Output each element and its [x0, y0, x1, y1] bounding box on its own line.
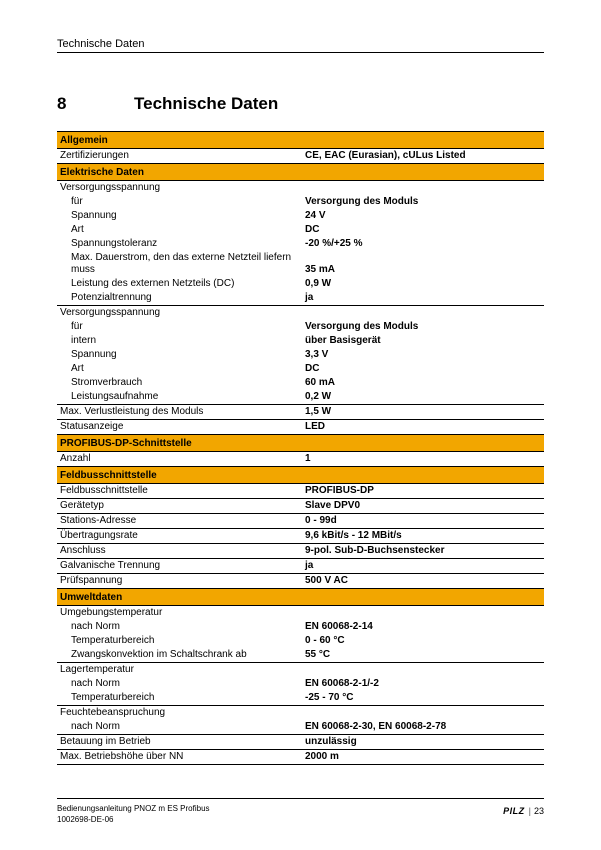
row-label: Art	[71, 224, 84, 235]
table-row	[57, 720, 544, 735]
section-value	[299, 164, 544, 181]
table-section-header	[57, 132, 544, 149]
row-label: Versorgungsspannung	[57, 306, 299, 321]
footer-doc-info	[57, 803, 210, 825]
row-value: Versorgung des Moduls	[305, 321, 419, 332]
table-row	[57, 223, 544, 237]
header-divider	[57, 52, 544, 53]
row-label: Galvanische Trennung	[57, 559, 299, 574]
row-value: 2000 m	[299, 750, 544, 765]
table-row	[57, 291, 544, 306]
row-value: 1,5 W	[299, 405, 544, 420]
row-label: Zwangskonvektion im Schaltschrank ab	[71, 649, 247, 660]
section-label: PROFIBUS-DP-Schnittstelle	[57, 435, 299, 452]
table-row	[57, 544, 544, 559]
row-label: Spannung	[71, 349, 117, 360]
table-row	[57, 706, 544, 721]
table-row	[57, 663, 544, 678]
row-label: Spannungstoleranz	[71, 238, 158, 249]
row-label: Feldbusschnittstelle	[57, 484, 299, 499]
row-label: Spannung	[71, 210, 117, 221]
table-row	[57, 277, 544, 291]
table-row	[57, 735, 544, 750]
row-value	[299, 663, 544, 678]
section-heading	[57, 94, 278, 114]
running-header: Technische Daten	[57, 38, 145, 50]
table-row	[57, 209, 544, 223]
row-label: Lagertemperatur	[57, 663, 299, 678]
row-label: Stations-Adresse	[57, 514, 299, 529]
row-value	[299, 706, 544, 721]
table-row	[57, 452, 544, 467]
row-value	[299, 606, 544, 621]
section-value	[299, 467, 544, 484]
table-row	[57, 514, 544, 529]
footer-doc-number: 1002698-DE-06	[57, 815, 114, 824]
footer-page-info	[503, 806, 544, 816]
row-value: 500 V AC	[299, 574, 544, 589]
table-row	[57, 499, 544, 514]
pilz-logo: PILZ	[503, 806, 525, 816]
row-label: Anschluss	[57, 544, 299, 559]
table-row	[57, 420, 544, 435]
row-label: Art	[71, 363, 84, 374]
section-number: 8	[57, 94, 67, 113]
table-row	[57, 334, 544, 348]
table-row	[57, 620, 544, 634]
section-label: Elektrische Daten	[57, 164, 299, 181]
table-row	[57, 251, 544, 277]
table-row	[57, 306, 544, 321]
table-row	[57, 574, 544, 589]
section-label: Umweltdaten	[57, 589, 299, 606]
row-value: 9-pol. Sub-D-Buchsenstecker	[299, 544, 544, 559]
table-row	[57, 237, 544, 251]
table-row	[57, 691, 544, 706]
footer-doc-title: Bedienungsanleitung PNOZ m ES Profibus	[57, 804, 210, 813]
table-row	[57, 677, 544, 691]
footer-separator: |	[528, 806, 531, 816]
row-value: -25 - 70 °C	[305, 692, 354, 703]
row-value: EN 60068-2-30, EN 60068-2-78	[305, 721, 447, 732]
row-label: Betauung im Betrieb	[57, 735, 299, 750]
row-value: über Basisgerät	[305, 335, 381, 346]
row-label: intern	[71, 335, 97, 346]
row-value: 0 - 99d	[299, 514, 544, 529]
row-label: Potenzialtrennung	[71, 292, 152, 303]
row-value: PROFIBUS-DP	[299, 484, 544, 499]
row-label: Max. Betriebshöhe über NN	[57, 750, 299, 765]
section-value	[299, 132, 544, 149]
technical-data-table	[57, 131, 544, 765]
table-row	[57, 634, 544, 648]
table-section-header	[57, 435, 544, 452]
table-row	[57, 484, 544, 499]
row-label: Zertifizierungen	[57, 149, 299, 164]
table-section-header	[57, 467, 544, 484]
row-value: LED	[299, 420, 544, 435]
table-section-header	[57, 589, 544, 606]
table-row	[57, 529, 544, 544]
row-label: Temperaturbereich	[71, 635, 155, 646]
row-label: Leistungsaufnahme	[71, 391, 159, 402]
row-value: EN 60068-2-1/-2	[305, 678, 379, 689]
row-value: Versorgung des Moduls	[305, 196, 419, 207]
row-label: Umgebungstemperatur	[57, 606, 299, 621]
row-label: Max. Dauerstrom, den das externe Netzteil liefern muss	[71, 252, 292, 275]
row-value: 0 - 60 °C	[305, 635, 345, 646]
row-value	[299, 306, 544, 321]
row-value: 60 mA	[305, 377, 336, 388]
table-row	[57, 320, 544, 334]
section-value	[299, 589, 544, 606]
table-row	[57, 348, 544, 362]
row-value: 9,6 kBit/s - 12 MBit/s	[299, 529, 544, 544]
row-value: ja	[305, 292, 314, 303]
page-number: 23	[533, 806, 544, 816]
row-value: 0,2 W	[305, 391, 332, 402]
row-label: nach Norm	[71, 721, 120, 732]
row-value	[299, 181, 544, 196]
section-label: Feldbusschnittstelle	[57, 467, 299, 484]
row-label: Feuchtebeanspruchung	[57, 706, 299, 721]
row-value: 3,3 V	[305, 349, 329, 360]
row-value: EN 60068-2-14	[305, 621, 373, 632]
row-label: Gerätetyp	[57, 499, 299, 514]
row-value: DC	[305, 224, 320, 235]
section-value	[299, 435, 544, 452]
row-label: nach Norm	[71, 678, 120, 689]
row-label: Übertragungsrate	[57, 529, 299, 544]
row-value: 35 mA	[305, 264, 336, 275]
table-section-header	[57, 164, 544, 181]
row-label: Stromverbrauch	[71, 377, 143, 388]
row-label: Statusanzeige	[57, 420, 299, 435]
row-label: Versorgungsspannung	[57, 181, 299, 196]
row-value: 1	[299, 452, 544, 467]
row-value: CE, EAC (Eurasian), cULus Listed	[299, 149, 544, 164]
row-label: Temperaturbereich	[71, 692, 155, 703]
row-label: Leistung des externen Netzteils (DC)	[71, 278, 235, 289]
row-value: DC	[305, 363, 320, 374]
table-row	[57, 195, 544, 209]
row-label: Prüfspannung	[57, 574, 299, 589]
row-label: für	[71, 196, 83, 207]
section-label: Allgemein	[57, 132, 299, 149]
table-row	[57, 376, 544, 390]
row-value: 24 V	[305, 210, 326, 221]
section-title: Technische Daten	[134, 94, 279, 113]
row-value: -20 %/+25 %	[305, 238, 363, 249]
table-row	[57, 648, 544, 663]
row-value: 55 °C	[305, 649, 331, 660]
table-row	[57, 362, 544, 376]
row-label: Anzahl	[57, 452, 299, 467]
row-label: Max. Verlustleistung des Moduls	[57, 405, 299, 420]
row-value: 0,9 W	[305, 278, 332, 289]
table-row	[57, 750, 544, 765]
table-row	[57, 405, 544, 420]
footer-divider	[57, 798, 544, 799]
row-label: für	[71, 321, 83, 332]
table-row	[57, 149, 544, 164]
row-value: unzulässig	[299, 735, 544, 750]
table-row	[57, 390, 544, 405]
row-label: nach Norm	[71, 621, 120, 632]
row-value: Slave DPV0	[299, 499, 544, 514]
table-row	[57, 606, 544, 621]
table-row	[57, 559, 544, 574]
row-value: ja	[299, 559, 544, 574]
table-row	[57, 181, 544, 196]
